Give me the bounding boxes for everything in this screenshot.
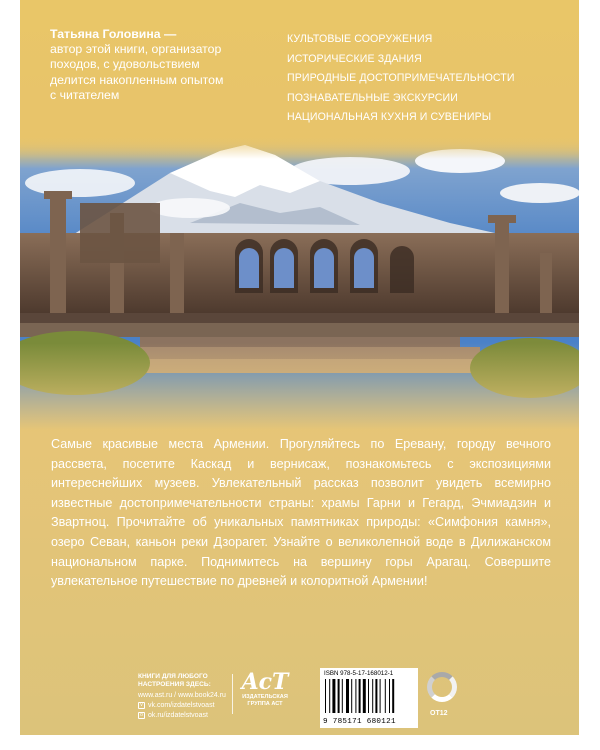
barcode-stripe <box>338 679 340 713</box>
promo-vk-row <box>138 701 233 710</box>
barcode-stripe <box>355 679 356 713</box>
barcode-bars <box>325 679 413 713</box>
author-bio-line: делится накопленным опытом <box>50 72 224 87</box>
ok-icon: o <box>138 712 145 719</box>
barcode-stripe <box>363 679 366 713</box>
promo-ok-row <box>138 711 233 720</box>
author-dash: — <box>160 27 177 41</box>
isbn-text: ISBN 978-5-17-168012-1 <box>324 670 394 677</box>
topic-item: КУЛЬТОВЫЕ СООРУЖЕНИЯ <box>287 33 433 45</box>
photo-illustration <box>20 133 579 430</box>
barcode-stripe <box>385 679 386 713</box>
isbn-barcode <box>320 668 418 728</box>
vk-icon: v <box>138 702 145 709</box>
barcode-stripe <box>389 679 390 713</box>
barcode-stripe <box>329 679 330 713</box>
barcode-stripe <box>372 679 373 713</box>
barcode-stripe <box>375 679 377 713</box>
barcode-stripe <box>346 679 349 713</box>
topic-item: НАЦИОНАЛЬНАЯ КУХНЯ И СУВЕНИРЫ <box>287 111 492 124</box>
promo-ok-link: ok.ru/izdatelstvoast <box>148 712 208 719</box>
author-block <box>50 27 280 103</box>
ring-logo-text: OT12 <box>430 710 448 717</box>
promo-block <box>138 673 233 720</box>
publisher-caption: ГРУППА АСТ <box>247 701 283 707</box>
publisher-logo <box>240 670 290 708</box>
topics-list <box>287 30 515 128</box>
topic-item: ИСТОРИЧЕСКИЕ ЗДАНИЯ <box>287 52 422 65</box>
author-bio-line: автор этой книги, организатор <box>50 42 222 57</box>
barcode-number: 9 785171 680121 <box>323 718 396 726</box>
book-back-cover <box>20 0 579 735</box>
topic-item: ПОЗНАВАТЕЛЬНЫЕ ЭКСКУРСИИ <box>287 91 458 104</box>
barcode-stripe <box>332 679 335 713</box>
ring-logo-icon <box>427 672 457 702</box>
barcode-stripe <box>380 679 381 713</box>
publisher-caption: ИЗДАТЕЛЬСКАЯ <box>242 694 288 700</box>
barcode-stripe <box>342 679 343 713</box>
promo-sites: www.ast.ru / www.book24.ru <box>138 692 226 699</box>
promo-vk-link: vk.com/izdatelstvoast <box>148 702 215 709</box>
barcode-stripe <box>325 679 326 713</box>
author-bio-line: с читателем <box>50 87 120 102</box>
divider <box>232 674 233 714</box>
publisher-mark: AcT <box>241 669 289 695</box>
author-name: Татьяна Головина <box>50 27 161 41</box>
barcode-stripe <box>351 679 352 713</box>
barcode-stripe <box>368 679 369 713</box>
promo-header-line: КНИГИ ДЛЯ ЛЮБОГО <box>138 673 208 680</box>
promo-header-line: НАСТРОЕНИЯ ЗДЕСЬ: <box>138 681 211 688</box>
author-bio-line: походов, с удовольствием <box>50 57 200 72</box>
footer-block <box>20 660 579 735</box>
barcode-stripe <box>359 679 361 713</box>
book-description: Самые красивые места Армении. Прогуляйтесь по Еревану, городу вечного рассвета, посетите Каскад и вернисаж, познакомьтесь с экспозициями интереснейших музеев. Увлекательный рассказ позволит увидеть всемирно известные достопримечательности страны: храмы Гарни и Гегард, Эчмиадзин и Звартноц. Прочитайте об уникальных памятниках природы: «Симфония камня», озеро Севан, каньон реки Дзорагет. Узнайте о великолепной воде в Дилижанском национальном парке. Поднимитесь на вершину горы Арагац. Совершите увлекательное путешествие по древней и колоритной Армении! <box>51 437 551 589</box>
topic-item: ПРИРОДНЫЕ ДОСТОПРИМЕЧАТЕЛЬНОСТИ <box>287 72 515 85</box>
cover-photo-ruins-mountain <box>20 133 579 430</box>
barcode-stripe <box>392 679 394 713</box>
